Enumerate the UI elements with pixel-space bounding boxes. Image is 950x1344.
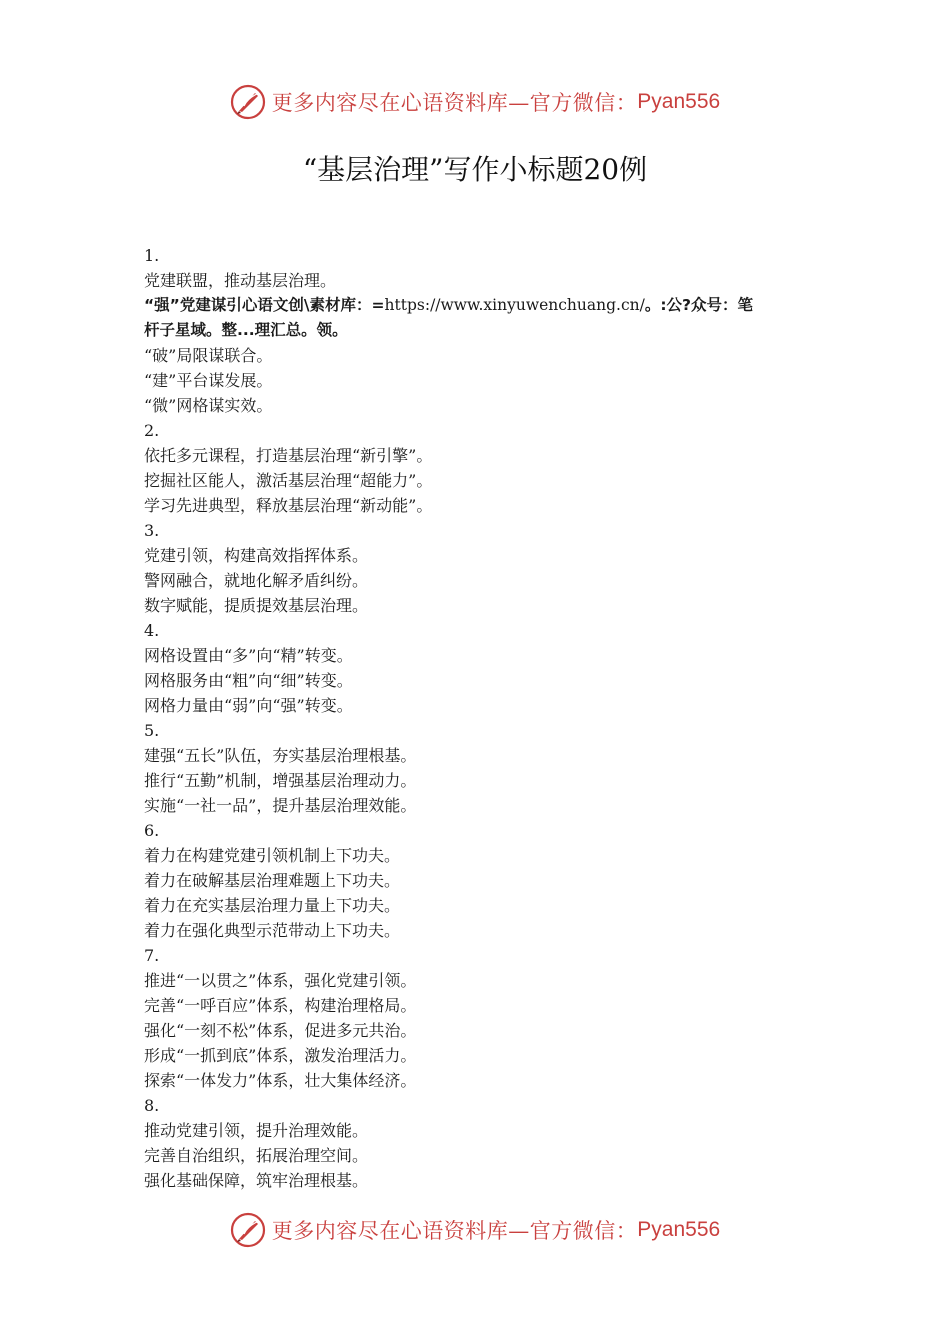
watermark-line: [144, 293, 834, 318]
section-number: 6.: [144, 821, 160, 840]
content-line: 形成“一抓到底”体系，激发治理活力。: [144, 1046, 417, 1065]
section-number: 1.: [144, 246, 160, 265]
section-number: 7.: [144, 946, 160, 965]
content-line: 挖掘社区能人，激活基层治理“超能力”。: [144, 471, 433, 490]
banner-text: 更多内容尽在心语资料库—官方微信：: [271, 91, 638, 115]
content-line: 着力在破解基层治理难题上下功夫。: [144, 871, 401, 890]
content-line: 着力在构建党建引领机制上下功夫。: [144, 846, 401, 865]
section-number: 3.: [144, 521, 160, 540]
content-line: 党建引领，构建高效指挥体系。: [144, 546, 369, 565]
content-line: 推进“一以贯之”体系，强化党建引领。: [144, 971, 417, 990]
content-line: 网格设置由“多”向“精”转变。: [144, 646, 353, 665]
page-title: “基层治理”写作小标题20例: [302, 153, 648, 186]
section-number: 5.: [144, 721, 160, 740]
content-line: 着力在强化典型示范带动上下功夫。: [144, 921, 401, 940]
section-number: 8.: [144, 1096, 160, 1115]
content-line: “微”网格谋实效。: [144, 396, 273, 415]
banner-text: 更多内容尽在心语资料库—官方微信：: [271, 1219, 638, 1243]
content-line: 推动党建引领，提升治理效能。: [144, 1121, 369, 1140]
quill-logo-icon: [230, 84, 266, 120]
section-number: 2.: [144, 421, 160, 440]
content-line: 网格力量由“弱”向“强”转变。: [144, 696, 353, 715]
content-line: 着力在充实基层治理力量上下功夫。: [144, 896, 401, 915]
quill-logo-icon: [230, 1212, 266, 1248]
header-banner: [0, 82, 950, 122]
content-line: 完善自治组织，拓展治理空间。: [144, 1146, 369, 1165]
watermark-url: https://www.xinyuwenchuang.cn/: [384, 296, 645, 314]
content-line: 推行“五勤”机制，增强基层治理动力。: [144, 771, 417, 790]
content-line: 网格服务由“粗”向“细”转变。: [144, 671, 353, 690]
content-line: 党建联盟，推动基层治理。: [144, 271, 337, 290]
watermark-text: “强”党建谋引心语文创\素材库：=: [144, 296, 385, 314]
content-line: 强化“一刻不松”体系，促进多元共治。: [144, 1021, 417, 1040]
section-number: 4.: [144, 621, 160, 640]
content-line: “破”局限谋联合。: [144, 346, 273, 365]
content-line: 建强“五长”队伍，夯实基层治理根基。: [144, 746, 417, 765]
content-line: 数字赋能，提质提效基层治理。: [144, 596, 369, 615]
content-line: 实施“一社一品”，提升基层治理效能。: [144, 796, 417, 815]
content-line: “建”平台谋发展。: [144, 371, 273, 390]
banner-wechat-id: Pyan556: [637, 90, 721, 113]
watermark-text: 。:公?众号：笔: [644, 296, 754, 314]
content-line: 依托多元课程，打造基层治理“新引擎”。: [144, 446, 433, 465]
footer-banner: [0, 1210, 950, 1250]
content-line: 强化基础保障，筑牢治理根基。: [144, 1171, 369, 1190]
content-line: 学习先进典型，释放基层治理“新动能”。: [144, 496, 433, 515]
content-line: 探索“一体发力”体系，壮大集体经济。: [144, 1071, 417, 1090]
document-body: [144, 243, 834, 1193]
content-line: 完善“一呼百应”体系，构建治理格局。: [144, 996, 417, 1015]
banner-wechat-id: Pyan556: [637, 1218, 721, 1241]
content-line: 警网融合，就地化解矛盾纠纷。: [144, 571, 369, 590]
watermark-line: 杆子星域。整...理汇总。领。: [144, 321, 348, 339]
